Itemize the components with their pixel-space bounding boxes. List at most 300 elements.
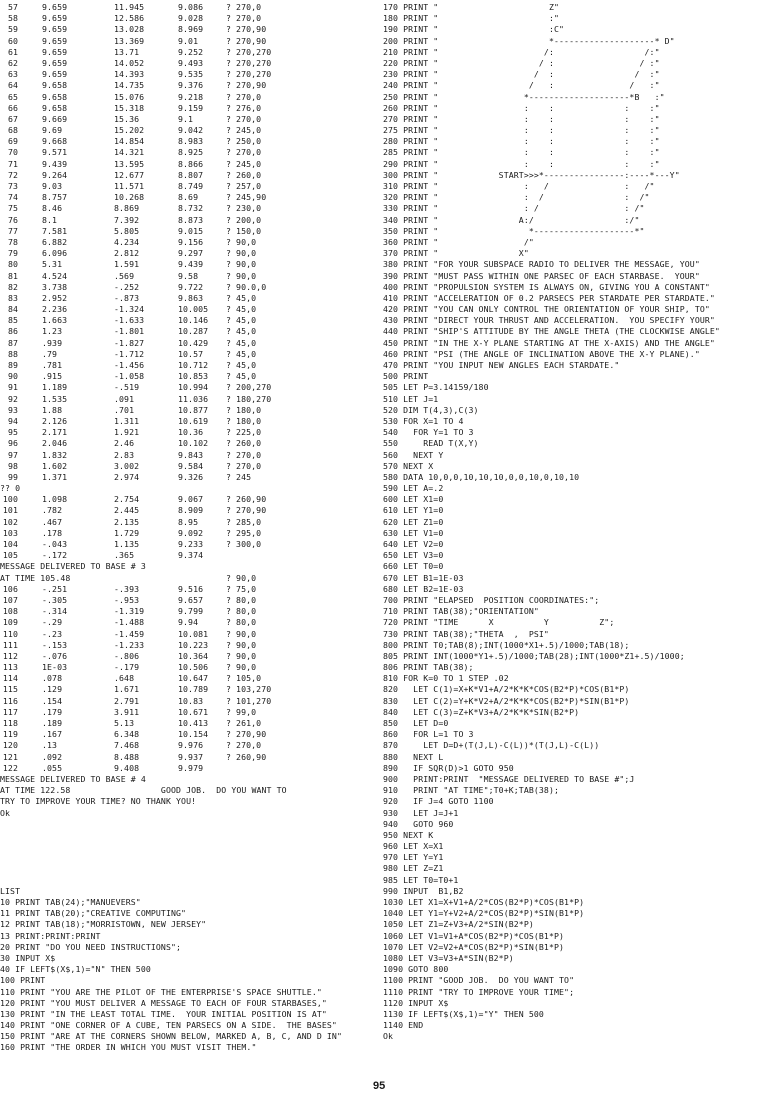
stardate-cell: 84 [7, 304, 18, 315]
angle-input-cell: ? 270,0 [226, 449, 262, 460]
stardate-cell: 90 [7, 371, 18, 382]
code-line: 30 INPUT X$ [0, 952, 56, 963]
angle-input-cell: ? 245 [226, 471, 252, 482]
code-line: 13 PRINT:PRINT:PRINT [0, 930, 101, 941]
x-coordinate-cell: 6.882 [42, 236, 68, 247]
x-coordinate-cell: 1.371 [42, 471, 68, 482]
code-line: 570 NEXT X [383, 460, 434, 471]
diagram-code-line: 360 PRINT " /" [383, 236, 534, 247]
x-coordinate-cell: -.314 [42, 606, 68, 617]
code-line: 390 PRINT "MUST PASS WITHIN ONE PARSEC OF EACH STARBASE. YOUR" [383, 270, 700, 281]
x-coordinate-cell: 9.571 [42, 147, 68, 158]
x-coordinate-cell: 2.952 [42, 292, 68, 303]
code-line: 1110 PRINT "TRY TO IMPROVE YOUR TIME"; [383, 986, 575, 997]
code-line: 850 LET D=0 [383, 718, 449, 728]
z-coordinate-cell: 10.83 [178, 695, 204, 706]
stardate-cell: 94 [7, 415, 18, 426]
run-output-rows-part1 [0, 2, 380, 483]
angle-input-cell: ? 270,90 [226, 505, 267, 516]
stardate-cell: 113 [2, 662, 18, 673]
stardate-cell: 59 [7, 24, 18, 35]
x-coordinate-cell: 9.658 [42, 102, 68, 113]
angle-input-cell: ? 45,0 [226, 304, 257, 315]
z-coordinate-cell: 9.843 [178, 449, 204, 460]
z-coordinate-cell: 9.01 [178, 35, 199, 46]
code-line: 870 LET D=D+(T(J,L)-C(L))*(T(J,L)-C(L)) [383, 740, 600, 751]
y-coordinate-cell: 4.234 [114, 236, 140, 247]
time-base-3: AT TIME 105.48 [0, 572, 71, 583]
y-coordinate-cell: -1.801 [114, 326, 145, 337]
y-coordinate-cell: 15.36 [114, 113, 140, 124]
diagram-code-line: 280 PRINT " : : : :" [383, 136, 660, 147]
angle-input-cell: ? 270,0 [226, 740, 262, 751]
z-coordinate-cell: 10.647 [178, 673, 209, 684]
x-coordinate-cell: .915 [42, 371, 63, 382]
z-coordinate-cell: 9.156 [178, 236, 204, 247]
y-coordinate-cell: .569 [114, 270, 135, 281]
x-coordinate-cell: -.251 [42, 583, 68, 594]
y-coordinate-cell: -.873 [114, 292, 140, 303]
code-line: 890 IF SQR(D)>1 GOTO 950 [383, 762, 514, 773]
x-coordinate-cell: 9.659 [42, 24, 68, 35]
z-coordinate-cell: 9.092 [178, 527, 204, 538]
x-coordinate-cell: .781 [42, 360, 63, 370]
angle-input-cell: ? 260,0 [226, 438, 262, 449]
program-listing-right [383, 259, 763, 1042]
angle-input-cell: ? 45,0 [226, 360, 257, 370]
angle-input-cell: ? 75,0 [226, 583, 257, 594]
y-coordinate-cell: 12.677 [114, 169, 145, 180]
angle-input-cell: ? 300,0 [226, 539, 262, 549]
x-coordinate-cell: .092 [42, 751, 63, 762]
code-line: 805 PRINT INT(1000*Y1+.5)/1000;TAB(28);INT(1000*Z1+.5)/1000; [383, 650, 685, 661]
code-line: 910 PRINT "AT TIME";T0+K;TAB(38); [383, 785, 560, 796]
stardate-cell: 119 [2, 729, 18, 740]
angle-input-cell: ? 260,90 [226, 494, 267, 505]
angle-input-cell: ? 45,0 [226, 348, 257, 359]
y-coordinate-cell: -1.233 [114, 639, 145, 650]
y-coordinate-cell: 7.392 [114, 214, 140, 225]
z-coordinate-cell: 10.154 [178, 729, 209, 740]
code-line: 1140 END [383, 1020, 424, 1031]
code-line: 1070 LET V2=V2+A*COS(B2*P)*SIN(B1*P) [383, 941, 565, 952]
angle-input-cell: ? 260,0 [226, 169, 262, 180]
code-line: 830 LET C(2)=Y+K*V2+A/2*K*K*COS(B2*P)*SIN(B1*P) [383, 695, 630, 706]
output-row [0, 505, 380, 516]
x-coordinate-cell: .179 [42, 706, 63, 717]
run-output-rows-part2 [0, 494, 380, 561]
y-coordinate-cell: 14.393 [114, 69, 145, 80]
code-line: 12 PRINT TAB(18);"MORRISTOWN, NEW JERSEY" [0, 919, 207, 930]
output-row [0, 427, 380, 438]
angle-input-cell: ? 270,270 [226, 69, 272, 80]
stardate-cell: 71 [7, 158, 18, 169]
z-coordinate-cell: 9.863 [178, 292, 204, 303]
stardate-cell: 60 [7, 35, 18, 46]
stardate-cell: 87 [7, 337, 18, 348]
stardate-cell: 58 [7, 13, 18, 24]
angle-input-cell: ? 80,0 [226, 594, 257, 605]
code-line: 11 PRINT TAB(20);"CREATIVE COMPUTING" [0, 908, 187, 919]
code-line: 720 PRINT "TIME X Y Z"; [383, 617, 615, 628]
angle-input-cell: ? 180,0 [226, 404, 262, 415]
z-coordinate-cell: 10.671 [178, 706, 209, 717]
output-row [0, 24, 380, 35]
code-line: 420 PRINT "YOU CAN ONLY CONTROL THE ORIENTATION OF YOUR SHIP, TO" [383, 304, 710, 315]
z-coordinate-cell: 10.429 [178, 337, 209, 348]
angle-input-cell: ? 270,0 [226, 13, 262, 24]
angle-input-cell: ? 90,0 [226, 650, 257, 661]
x-coordinate-cell: 9.659 [42, 46, 68, 57]
x-coordinate-cell: 2.046 [42, 438, 68, 449]
stardate-cell: 117 [2, 706, 18, 717]
y-coordinate-cell: 5.13 [114, 718, 135, 728]
output-row [0, 595, 380, 606]
stardate-cell: 95 [7, 427, 18, 438]
code-line: 970 LET Y=Y1 [383, 852, 444, 863]
stardate-cell: 104 [2, 539, 18, 549]
code-line: 140 PRINT "ONE CORNER OF A CUBE, TEN PARSECS ON A SIDE. THE BASES" [0, 1020, 337, 1031]
x-coordinate-cell: .13 [42, 740, 58, 751]
angle-input-cell: ? 103,270 [226, 684, 272, 695]
code-line: 20 PRINT "DO YOU NEED INSTRUCTIONS"; [0, 941, 182, 952]
x-coordinate-cell: 2.126 [42, 415, 68, 426]
code-line: 660 LET T0=0 [383, 561, 444, 572]
z-coordinate-cell: 10.223 [178, 639, 209, 650]
output-row [0, 248, 380, 259]
code-line: 150 PRINT "ARE AT THE CORNERS SHOWN BELOW, MARKED A, B, C, AND D IN" [0, 1031, 342, 1042]
y-coordinate-cell: 3.002 [114, 460, 140, 471]
code-line: 810 FOR K=0 TO 1 STEP .02 [383, 673, 509, 684]
output-row [0, 293, 380, 304]
diagram-code-line: 275 PRINT " : : : :" [383, 125, 660, 136]
x-coordinate-cell: 9.659 [42, 69, 68, 80]
angle-input-cell: ? 285,0 [226, 516, 262, 527]
y-coordinate-cell: 2.791 [114, 695, 140, 706]
time-base-3-input: ? 90,0 [226, 572, 257, 583]
angle-input-cell: ? 270,90 [226, 729, 267, 740]
angle-input-cell: ? 261,0 [226, 718, 262, 728]
output-row [0, 271, 380, 282]
stardate-cell: 107 [2, 594, 18, 605]
code-line: 400 PRINT "PROPULSION SYSTEM IS ALWAYS ON, GIVING YOU A CONSTANT" [383, 281, 710, 292]
angle-input-cell: ? 101,270 [226, 695, 272, 706]
code-line: 590 LET A=.2 [383, 483, 444, 494]
z-coordinate-cell: 9.1 [178, 113, 194, 124]
code-line: 980 LET Z=Z1 [383, 863, 444, 874]
output-row [0, 203, 380, 214]
angle-input-cell: ? 200,0 [226, 214, 262, 225]
y-coordinate-cell: 1.729 [114, 527, 140, 538]
diagram-code-line: 285 PRINT " : : : :" [383, 147, 660, 158]
stardate-cell: 96 [7, 438, 18, 449]
code-line: 500 PRINT [383, 371, 429, 382]
x-coordinate-cell: -.305 [42, 594, 68, 605]
code-line: 1080 LET V3=V3+A*SIN(B2*P) [383, 952, 514, 963]
z-coordinate-cell: 9.439 [178, 259, 204, 270]
output-row [0, 58, 380, 69]
z-coordinate-cell: 10.081 [178, 628, 209, 639]
z-coordinate-cell: 10.57 [178, 348, 204, 359]
code-line: 900 PRINT:PRINT "MESSAGE DELIVERED TO BASE #";J [383, 773, 635, 784]
code-line: 10 PRINT TAB(24);"MANUEVERS" [0, 897, 141, 907]
z-coordinate-cell: 10.364 [178, 650, 209, 661]
stardate-cell: 89 [7, 360, 18, 370]
code-line: 130 PRINT "IN THE LEAST TOTAL TIME. YOUR INITIAL POSITION IS AT" [0, 1008, 327, 1019]
diagram-code-line: 320 PRINT " : / : /" [383, 192, 650, 203]
code-line: 600 LET X1=0 [383, 494, 444, 505]
code-line: 530 FOR X=1 TO 4 [383, 415, 464, 426]
stardate-cell: 64 [7, 80, 18, 91]
output-row [0, 696, 380, 707]
angle-input-cell: ? 105,0 [226, 673, 262, 684]
angle-input-cell: ? 230,0 [226, 203, 262, 214]
time-base-4: AT TIME 122.58 GOOD JOB. DO YOU WANT TO [0, 785, 287, 796]
y-coordinate-cell: -.519 [114, 382, 140, 393]
code-line: Ok [383, 1031, 394, 1042]
y-coordinate-cell: 13.369 [114, 35, 145, 46]
code-line: 505 LET P=3.14159/180 [383, 382, 489, 393]
angle-input-cell: ? 245,0 [226, 125, 262, 136]
code-line: 700 PRINT "ELAPSED POSITION COORDINATES:"; [383, 594, 600, 605]
stardate-cell: 57 [7, 2, 18, 12]
stardate-cell: 82 [7, 281, 18, 292]
code-line: 650 LET V3=0 [383, 550, 444, 561]
y-coordinate-cell: 8.488 [114, 751, 140, 762]
z-coordinate-cell: 9.657 [178, 594, 204, 605]
y-coordinate-cell: 15.202 [114, 125, 145, 136]
diagram-code-line: 300 PRINT " START>>>*----------------:----*---Y" [383, 169, 680, 180]
stardate-cell: 102 [2, 516, 18, 527]
diagram-code-line: 290 PRINT " : : : :" [383, 158, 660, 169]
output-row [0, 729, 380, 740]
y-coordinate-cell: 1.311 [114, 415, 140, 426]
z-coordinate-cell: 9.297 [178, 248, 204, 259]
diagram-code-line: 260 PRINT " : : : :" [383, 102, 660, 113]
x-coordinate-cell: 2.171 [42, 427, 68, 438]
output-row [0, 114, 380, 125]
stardate-cell: 114 [2, 673, 18, 684]
stardate-cell: 78 [7, 236, 18, 247]
y-coordinate-cell: 15.076 [114, 91, 145, 102]
code-line: 990 INPUT B1,B2 [383, 885, 464, 896]
output-row [0, 13, 380, 24]
z-coordinate-cell: 9.252 [178, 46, 204, 57]
x-coordinate-cell: 1.663 [42, 315, 68, 326]
y-coordinate-cell: .701 [114, 404, 135, 415]
y-coordinate-cell: 2.83 [114, 449, 135, 460]
output-row [0, 92, 380, 103]
stardate-cell: 86 [7, 326, 18, 337]
output-row [0, 651, 380, 662]
output-row [0, 80, 380, 91]
y-coordinate-cell: -.806 [114, 650, 140, 661]
x-coordinate-cell: 8.757 [42, 192, 68, 203]
stardate-cell: 100 [2, 494, 18, 505]
z-coordinate-cell: 9.976 [178, 740, 204, 751]
redo-prompt: ?? 0 [0, 483, 21, 494]
y-coordinate-cell: -.179 [114, 662, 140, 673]
y-coordinate-cell: 6.348 [114, 729, 140, 740]
output-row [0, 438, 380, 449]
code-line: 380 PRINT "FOR YOUR SUBSPACE RADIO TO DELIVER THE MESSAGE, YOU" [383, 259, 700, 270]
output-row [0, 136, 380, 147]
y-coordinate-cell: 13.028 [114, 24, 145, 35]
angle-input-cell: ? 90,0 [226, 639, 257, 650]
code-line: 860 FOR L=1 TO 3 [383, 729, 474, 740]
z-coordinate-cell: 10.102 [178, 438, 209, 449]
z-coordinate-cell: 8.969 [178, 24, 204, 35]
code-line: 560 NEXT Y [383, 449, 444, 460]
program-listing-left [0, 886, 380, 1054]
x-coordinate-cell: -.172 [42, 550, 68, 561]
stardate-cell: 83 [7, 292, 18, 303]
y-coordinate-cell: 15.318 [114, 102, 145, 113]
y-coordinate-cell: 11.571 [114, 181, 145, 191]
y-coordinate-cell: -1.459 [114, 628, 145, 639]
code-line: 1130 IF LEFT$(X$,1)="Y" THEN 500 [383, 1008, 544, 1019]
output-row [0, 147, 380, 158]
z-coordinate-cell: 8.69 [178, 192, 199, 203]
output-row [0, 170, 380, 181]
output-row [0, 528, 380, 539]
z-coordinate-cell: 10.287 [178, 326, 209, 337]
z-coordinate-cell: 10.506 [178, 662, 209, 673]
y-coordinate-cell: -.252 [114, 281, 140, 292]
stardate-cell: 74 [7, 192, 18, 203]
output-row [0, 718, 380, 729]
output-row [0, 472, 380, 483]
code-line: 1100 PRINT "GOOD JOB. DO YOU WANT TO" [383, 975, 575, 986]
y-coordinate-cell: 1.671 [114, 684, 140, 695]
message-delivered-base-4: MESSAGE DELIVERED TO BASE # 4 [0, 773, 146, 784]
stardate-cell: 111 [2, 639, 18, 650]
output-row [0, 394, 380, 405]
y-coordinate-cell: -.393 [114, 583, 140, 594]
z-coordinate-cell: 10.005 [178, 304, 209, 315]
x-coordinate-cell: .129 [42, 684, 63, 695]
y-coordinate-cell: 3.911 [114, 706, 140, 717]
z-coordinate-cell: 10.36 [178, 427, 204, 438]
y-coordinate-cell: -1.324 [114, 304, 145, 315]
z-coordinate-cell: 8.807 [178, 169, 204, 180]
z-coordinate-cell: 8.95 [178, 516, 199, 527]
output-row [0, 282, 380, 293]
z-coordinate-cell: 8.866 [178, 158, 204, 169]
code-line: 580 DATA 10,0,0,10,10,10,0,0,10,0,10,10 [383, 471, 580, 482]
output-row [0, 125, 380, 136]
stardate-cell: 81 [7, 270, 18, 281]
x-coordinate-cell: 9.264 [42, 169, 68, 180]
angle-input-cell: ? 200,270 [226, 382, 272, 393]
x-coordinate-cell: 1.535 [42, 393, 68, 404]
diagram-code-line: 210 PRINT " /: /:" [383, 46, 660, 57]
x-coordinate-cell: 8.46 [42, 203, 63, 214]
angle-input-cell: ? 270,0 [226, 113, 262, 124]
diagram-code-line: 190 PRINT " :C" [383, 24, 565, 35]
stardate-cell: 105 [2, 550, 18, 561]
stardate-cell: 63 [7, 69, 18, 80]
x-coordinate-cell: 1.88 [42, 404, 63, 415]
code-line: 630 LET V1=0 [383, 527, 444, 538]
stardate-cell: 72 [7, 169, 18, 180]
y-coordinate-cell: 2.135 [114, 516, 140, 527]
output-row [0, 226, 380, 237]
y-coordinate-cell: 2.46 [114, 438, 135, 449]
code-line: 985 LET T0=T0+1 [383, 874, 459, 885]
code-line: 430 PRINT "DIRECT YOUR THRUST AND ACCELERATION. YOU SPECIFY YOUR" [383, 315, 715, 326]
angle-input-cell: ? 99,0 [226, 706, 257, 717]
code-line: 820 LET C(1)=X+K*V1+A/2*K*K*COS(B2*P)*COS(B1*P) [383, 684, 630, 695]
output-row [0, 181, 380, 192]
stardate-cell: 88 [7, 348, 18, 359]
diagram-code-line: 370 PRINT " X" [383, 248, 529, 259]
y-coordinate-cell: 14.321 [114, 147, 145, 158]
output-row [0, 159, 380, 170]
output-row [0, 539, 380, 550]
z-coordinate-cell: 11.036 [178, 393, 209, 404]
code-line: 410 PRINT "ACCELERATION OF 0.2 PARSECS PER STARDATE PER STARDATE." [383, 292, 715, 303]
code-line: 100 PRINT [0, 975, 46, 986]
angle-input-cell: ? 80,0 [226, 617, 257, 628]
diagram-code-line: 200 PRINT " *--------------------* D" [383, 35, 675, 46]
angle-input-cell: ? 90,0 [226, 259, 257, 270]
stardate-cell: 116 [2, 695, 18, 706]
run-output-column [0, 2, 380, 1054]
output-row [0, 338, 380, 349]
output-row [0, 684, 380, 695]
angle-input-cell: ? 276,0 [226, 102, 262, 113]
x-coordinate-cell: 8.1 [42, 214, 58, 225]
diagram-code-line: 180 PRINT " :" [383, 13, 560, 24]
z-coordinate-cell: 9.584 [178, 460, 204, 471]
z-coordinate-cell: 10.619 [178, 415, 209, 426]
z-coordinate-cell: 9.58 [178, 270, 199, 281]
output-row [0, 2, 380, 13]
z-coordinate-cell: 9.535 [178, 69, 204, 80]
y-coordinate-cell: .365 [114, 550, 135, 561]
z-coordinate-cell: 9.028 [178, 13, 204, 24]
code-line: 1030 LET X1=X+V1+A/2*COS(B2*P)*COS(B1*P) [383, 897, 585, 907]
code-line: 730 PRINT TAB(38);"THETA , PSI" [383, 628, 549, 639]
code-line: 550 READ T(X,Y) [383, 438, 479, 449]
x-coordinate-cell: 9.658 [42, 91, 68, 102]
stardate-cell: 61 [7, 46, 18, 57]
x-coordinate-cell: .055 [42, 762, 63, 773]
output-row [0, 662, 380, 673]
stardate-cell: 73 [7, 181, 18, 191]
z-coordinate-cell: 9.799 [178, 606, 204, 617]
output-row [0, 326, 380, 337]
z-coordinate-cell: 9.159 [178, 102, 204, 113]
y-coordinate-cell: 14.854 [114, 136, 145, 147]
angle-input-cell: ? 270,90 [226, 24, 267, 35]
x-coordinate-cell: 9.668 [42, 136, 68, 147]
code-line: 1120 INPUT X$ [383, 997, 449, 1008]
stardate-cell: 62 [7, 57, 18, 68]
output-row [0, 584, 380, 595]
z-coordinate-cell: 9.94 [178, 617, 199, 628]
code-line: 470 PRINT "YOU INPUT NEW ANGLES EACH STARDATE." [383, 360, 620, 370]
x-coordinate-cell: 1.098 [42, 494, 68, 505]
x-coordinate-cell: .167 [42, 729, 63, 740]
x-coordinate-cell: 9.03 [42, 181, 63, 191]
y-coordinate-cell: 14.052 [114, 57, 145, 68]
y-coordinate-cell: 13.71 [114, 46, 140, 57]
z-coordinate-cell: 9.218 [178, 91, 204, 102]
z-coordinate-cell: 8.873 [178, 214, 204, 225]
x-coordinate-cell: -.076 [42, 650, 68, 661]
